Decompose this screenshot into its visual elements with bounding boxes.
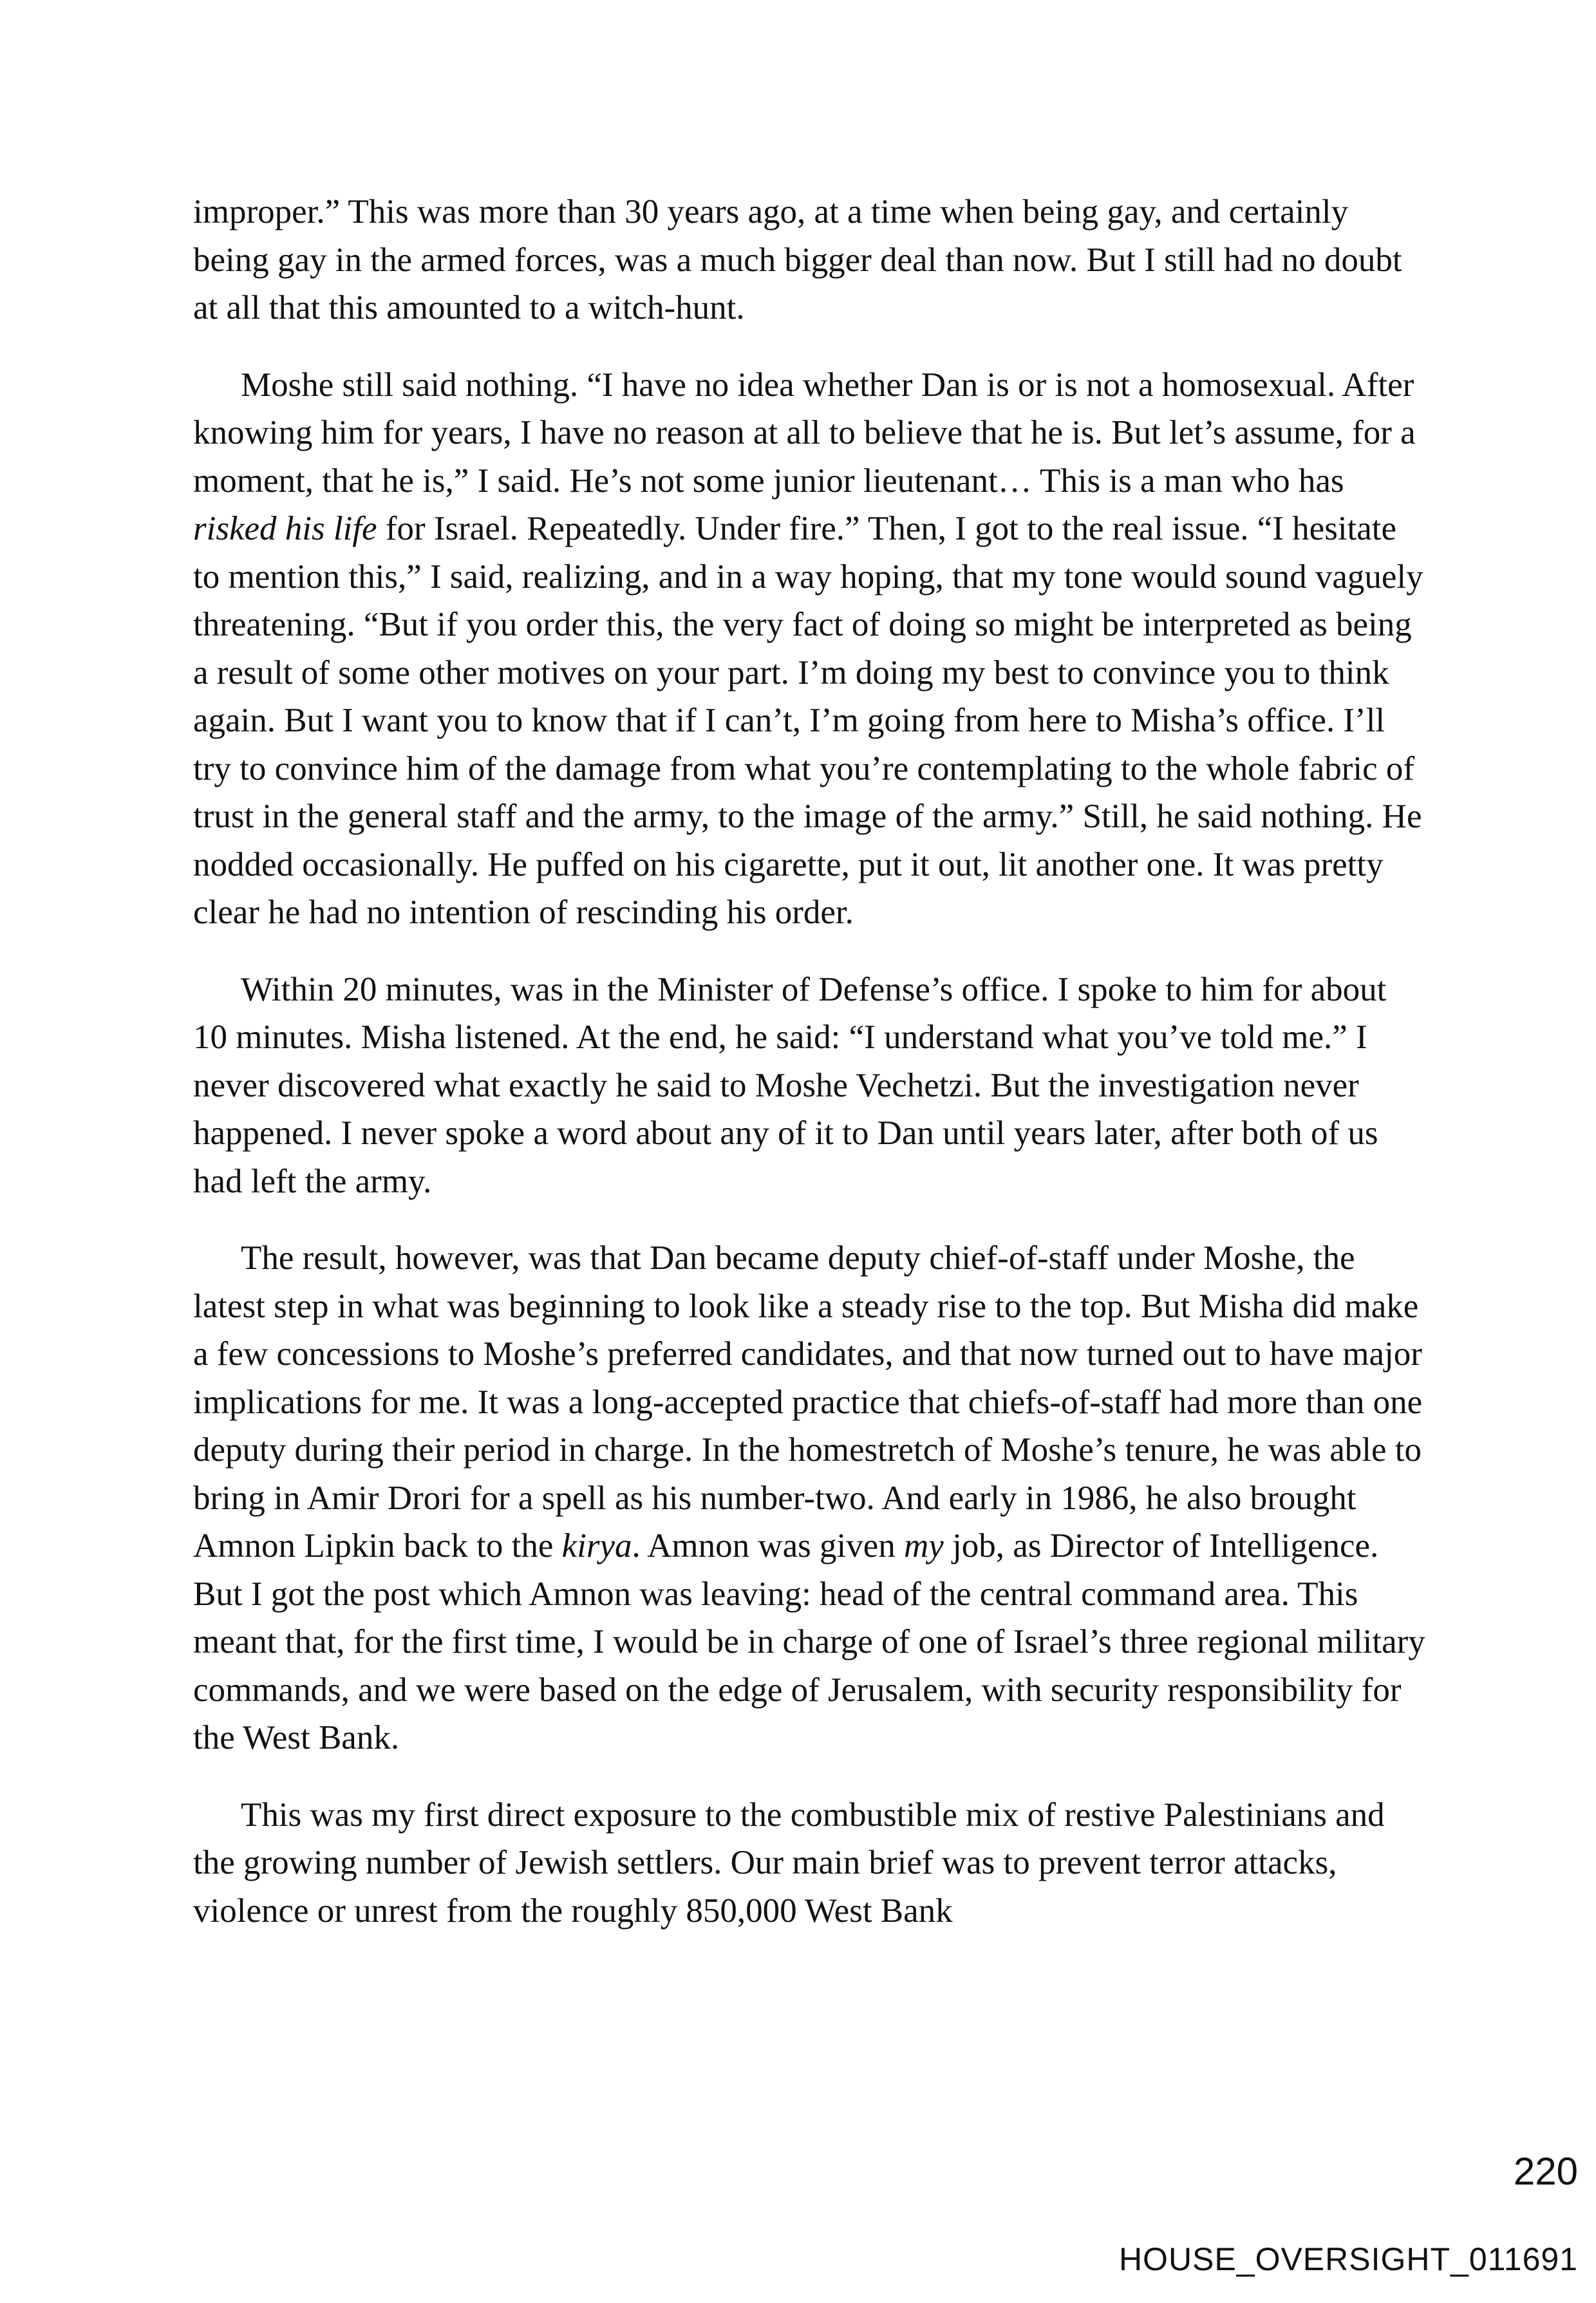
text-run: Within 20 minutes, was in the Minister of Defense’s office. I spoke to him for about 10 minutes. Misha listened. At the end, he said: “I understand what you’ve told me.” I never discovered what exactly he said to Moshe Vechetzi. But the investigation never happened. I never spoke a word about any of it to Dan until years later, after both of us had left the army. <box>193 970 1387 1200</box>
paragraph <box>193 966 1426 1206</box>
text-run: improper.” This was more than 30 years ago, at a time when being gay, and certainly being gay in the armed forces, was a much bigger deal than now. But I still had no doubt at all that this amounted to a witch-hunt. <box>193 193 1402 326</box>
paragraph <box>193 188 1426 332</box>
text-run: . Amnon was given <box>632 1527 905 1565</box>
page-number: 220 <box>1513 2150 1578 2193</box>
paragraph <box>193 1234 1426 1762</box>
body-text <box>193 188 1426 1964</box>
bates-number: HOUSE_OVERSIGHT_011691 <box>1118 2241 1578 2277</box>
text-run: for Israel. Repeatedly. Under fire.” Then, I got to the real issue. “I hesitate to mention this,” I said, realizing, and in a way hoping, that my tone would sound vaguely threatening. “But if you order this, the very fact of doing so might be interpreted as being a result of some other motives on your part. I’m doing my best to convince you to think again. But I want you to know that if I can’t, I’m going from here to Misha’s office. I’ll try to convince him of the damage from what you’re contemplating to the whole fabric of trust in the general staff and the army, to the image of the army.” Still, he said nothing. He nodded occasionally. He puffed on his cigarette, put it out, lit another one. It was pretty clear he had no intention of rescinding his order. <box>193 510 1423 931</box>
text-run: job, as Director of Intelligence. But I got the post which Amnon was leaving: head of the central command area. This meant that, for the first time, I would be in charge of one of Israel’s three regional military commands, and we were based on the edge of Jerusalem, with security responsibility for the West Bank. <box>193 1527 1425 1756</box>
text-run: This was my first direct exposure to the combustible mix of restive Palestinians and the growing number of Jewish settlers. Our main brief was to prevent terror attacks, violence or unrest from the roughly 850,000 West Bank <box>193 1796 1385 1930</box>
italic-text: kirya <box>561 1527 632 1565</box>
paragraph <box>193 361 1426 937</box>
italic-text: risked his life <box>193 510 377 547</box>
paragraph <box>193 1791 1426 1935</box>
text-run: The result, however, was that Dan became deputy chief-of-staff under Moshe, the latest step in what was beginning to look like a steady rise to the top. But Misha did make a few concessions to Moshe’s preferred candidates, and that now turned out to have major implications for me. It was a long-accepted practice that chiefs-of-staff had more than one deputy during their period in charge. In the homestretch of Moshe’s tenure, he was able to bring in Amir Drori for a spell as his number-two. And early in 1986, he also brought Amnon Lipkin back to the <box>193 1239 1423 1565</box>
text-run: Moshe still said nothing. “I have no idea whether Dan is or is not a homosexual. After knowing him for years, I have no reason at all to believe that he is. But let’s assume, for a moment, that he is,” I said. He’s not some junior lieutenant… This is a man who has <box>193 366 1416 500</box>
italic-text: my <box>904 1527 944 1565</box>
